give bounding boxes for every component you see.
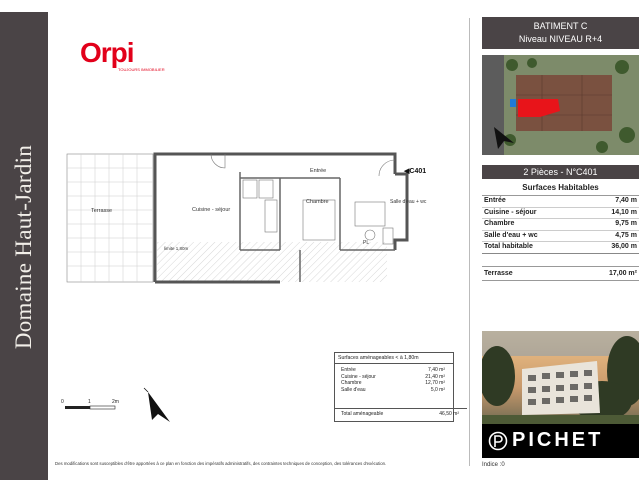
scale-label-2: 2m [112, 399, 119, 405]
room-label-terrasse: Terrasse [91, 208, 113, 214]
floor-plan [55, 140, 465, 300]
terrasse-row: Terrasse 17,00 m² [482, 266, 639, 281]
room-label-entree: Entrée [310, 168, 327, 174]
height-limit-label: limite 1,80m [164, 246, 189, 251]
plan-index: Indice :0 [482, 462, 505, 468]
surfaces-amenageables-box [334, 352, 459, 422]
surfaces-title: Surfaces Habitables [522, 183, 599, 192]
amenageables-row: Cuisine - séjour 21,40 m² [341, 373, 445, 380]
fixtures [211, 154, 395, 244]
room-label-cuisine: Cuisine - séjour [192, 207, 231, 213]
surfaces-table [482, 195, 639, 254]
surface-row: Chambre 9,75 m [482, 219, 639, 231]
amenageables-row: Entrée 7,40 m² [341, 367, 445, 373]
site-plan [482, 55, 639, 155]
surface-total-row: Total habitable 36,00 m [482, 242, 639, 254]
pichet-logo [482, 424, 639, 458]
amenageables-row: Chambre 12,70 m² [341, 380, 445, 386]
surface-row: Entrée 7,40 m [482, 196, 639, 208]
unit-arrow-icon: ◀ [404, 168, 410, 175]
legal-disclaimer: Des modifications sont susceptibles d'être apportées à ce plan en fonction des impératifs administratifs, des contraintes techniques de conception, des tolérances d'exécution. [55, 461, 387, 466]
room-label-chambre: Chambre [306, 199, 329, 205]
building-name: BATIMENT C [533, 21, 588, 31]
amenageables-row: Salle d'eau 5,0 m² [341, 386, 445, 393]
building-header [482, 17, 639, 49]
low-height-zone [157, 242, 387, 282]
unit-number: C401 [409, 168, 427, 175]
scale-label-0: 0 [61, 399, 64, 405]
unit-number-label [404, 167, 426, 175]
pichet-emblem-icon [488, 430, 508, 452]
amenageables-total: Total aménageable 46,50 m² [335, 408, 467, 419]
scale-label-1: 1 [88, 399, 91, 405]
amenageables-header: Surfaces aménageables < à 1,80m [335, 353, 453, 364]
north-arrow-icon [142, 386, 174, 426]
orpi-logo [80, 37, 165, 74]
logo-tagline: TOUJOURS IMMOBILIER [118, 67, 165, 72]
surface-row: Cuisine - séjour 14,10 m [482, 208, 639, 220]
side-title-band [0, 12, 48, 480]
pl-label: PL [363, 240, 370, 246]
surface-row: Salle d'eau + wc 4,75 m [482, 231, 639, 243]
terrace-deck [67, 154, 153, 282]
residence-title: Domaine Haut-Jardin [11, 144, 36, 350]
apartment-title: 2 Pièces - N°C401 [482, 165, 639, 179]
developer-name: PICHET [512, 429, 604, 451]
building-rendering-image [482, 331, 639, 424]
logo-brand: Orpi [80, 37, 134, 68]
column-divider [469, 18, 470, 466]
room-label-salle: Salle d'eau + wc [390, 199, 427, 205]
building-level: Niveau NIVEAU R+4 [518, 34, 603, 44]
